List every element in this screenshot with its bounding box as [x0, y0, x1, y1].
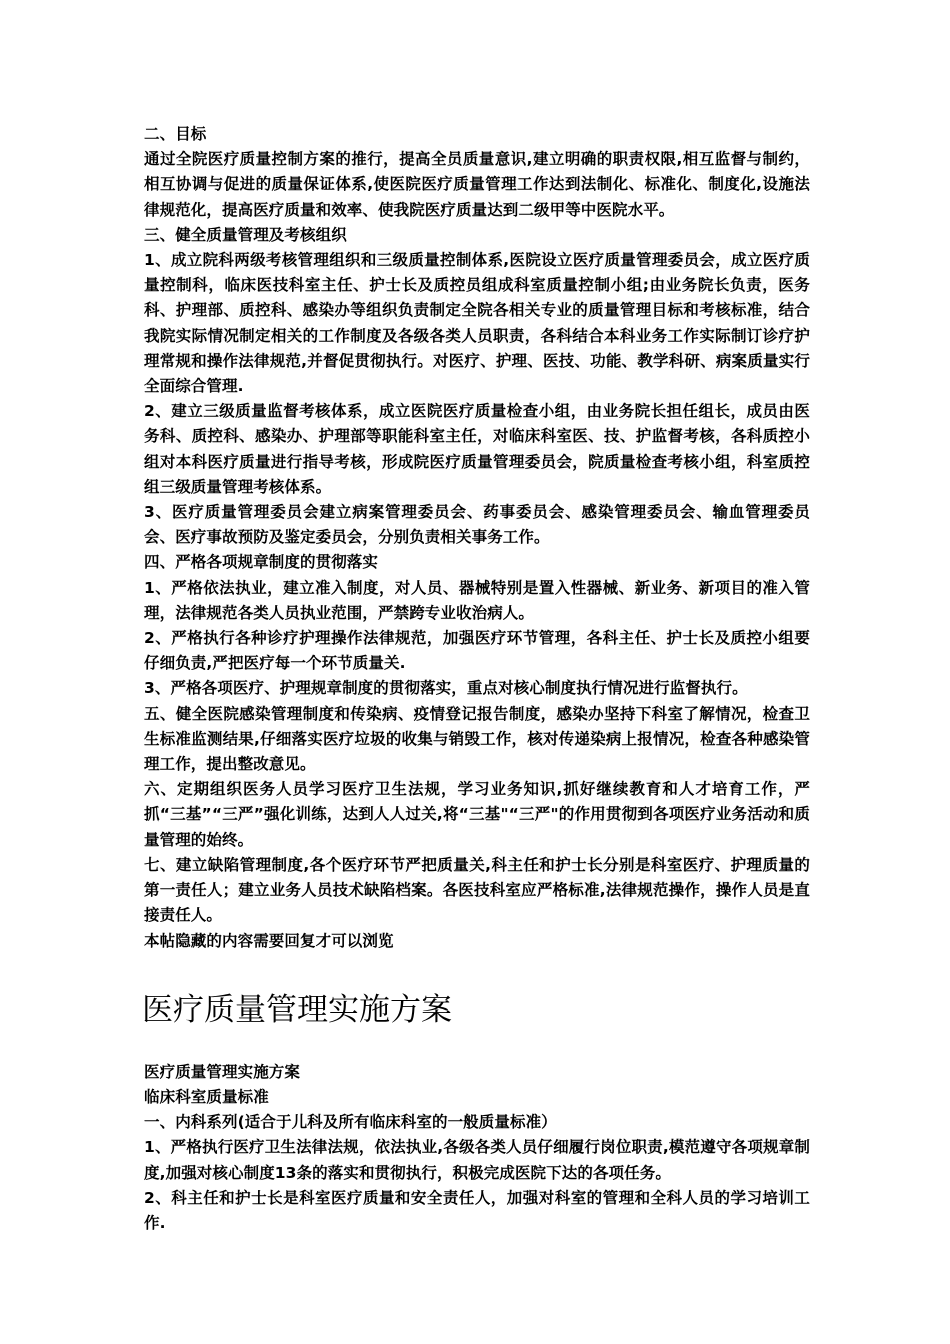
paragraph: 二、目标	[144, 125, 207, 143]
paragraph: 2、科主任和护士长是科室医疗质量和安全责任人，加强对科室的管理和全科人员的学习培训工作.	[144, 1188, 810, 1232]
paragraph: 四、严格各项规章制度的贯彻落实	[144, 553, 379, 572]
paragraph: 六、定期组织医务人员学习医疗卫生法规，学习业务知识,抓好继续教育和人才培育工作，严抓“三基”“三严”强化训练，达到人人过关,将“三基"“三严"的作用贯彻到各项医疗业务活动和质量管理的始终。	[144, 780, 810, 849]
paragraph: 临床科室质量标准	[144, 1087, 269, 1106]
document-page	[144, 122, 810, 1236]
paragraph: 三、健全质量管理及考核组织	[144, 225, 347, 244]
paragraph: 1、成立院科两级考核管理组织和三级质量控制体系,医院设立医疗质量管理委员会，成立医疗质量控制科，临床医技科室主任、护士长及质控员组成科室质量控制小组;由业务院长负责，医务科、护理部、质控科、感染办等组织负责制定全院各相关专业的质量管理目标和考核标准，结合我院实际情况制定相关的工作制度及各级各类人员职责，各科结合本科业务工作实际制订诊疗护理常规和操作法律规范,并督促贯彻执行。对医疗、护理、医技、功能、教学科研、病案质量实行全面综合管理.	[144, 251, 810, 396]
hidden-content-notice: 本帖隐藏的内容需要回复才可以浏览	[144, 931, 394, 950]
section-standards	[144, 1060, 810, 1236]
paragraph: 一、内科系列(适合于儿科及所有临床科室的一般质量标准）	[144, 1113, 557, 1132]
paragraph: 五、健全医院感染管理制度和传染病、疫情登记报告制度，感染办坚持下科室了解情况，检查卫生标准监测结果,仔细落实医疗垃圾的收集与销毁工作，核对传递染病上报情况，检查各种感染管理工作，提出整改意见。	[144, 704, 810, 774]
paragraph: 1、严格依法执业，建立准入制度，对人员、器械特别是置入性器械、新业务、新项目的准入管理，法律规范各类人员执业范围，严禁跨专业收治病人。	[144, 578, 810, 622]
paragraph: 2、严格执行各种诊疗护理操作法律规范，加强医疗环节管理，各科主任、护士长及质控小组要仔细负责,严把医疗每一个环节质量关.	[144, 629, 810, 673]
page-title: 医疗质量管理实施方案	[142, 991, 452, 1028]
paragraph: 3、医疗质量管理委员会建立病案管理委员会、药事委员会、感染管理委员会、输血管理委员会、医疗事故预防及鉴定委员会，分别负责相关事务工作。	[144, 503, 810, 547]
paragraph: 医疗质量管理实施方案	[144, 1062, 301, 1081]
section-goals	[144, 122, 810, 954]
paragraph: 1、严格执行医疗卫生法律法规，依法执业,各级各类人员仔细履行岗位职责,模范遵守各项规章制度,加强对核心制度13条的落实和贯彻执行，积极完成医院下达的各项任务。	[144, 1138, 810, 1182]
paragraph: 通过全院医疗质量控制方案的推行，提高全员质量意识,建立明确的职责权限,相互监督与制约，相互协调与促进的质量保证体系,使医院医疗质量管理工作达到法制化、标准化、制度化,设施法律规范化，提高医疗质量和效率、使我院医疗质量达到二级甲等中医院水平。	[144, 150, 810, 219]
paragraph: 七、建立缺陷管理制度,各个医疗环节严把质量关,科主任和护士长分别是科室医疗、护理质量的第一责任人；建立业务人员技术缺陷档案。各医技科室应严格标准,法律规范操作，操作人员是直接责任人。	[144, 855, 810, 925]
paragraph: 3、严格各项医疗、护理规章制度的贯彻落实，重点对核心制度执行情况进行监督执行。	[144, 679, 748, 698]
paragraph: 2、建立三级质量监督考核体系，成立医院医疗质量检查小组，由业务院长担任组长，成员由医务科、质控科、感染办、护理部等职能科室主任，对临床科室医、技、护监督考核，各科质控小组对本科医疗质量进行指导考核，形成院医疗质量管理委员会，院质量检查考核小组，科室质控组三级质量管理考核体系。	[144, 402, 810, 496]
